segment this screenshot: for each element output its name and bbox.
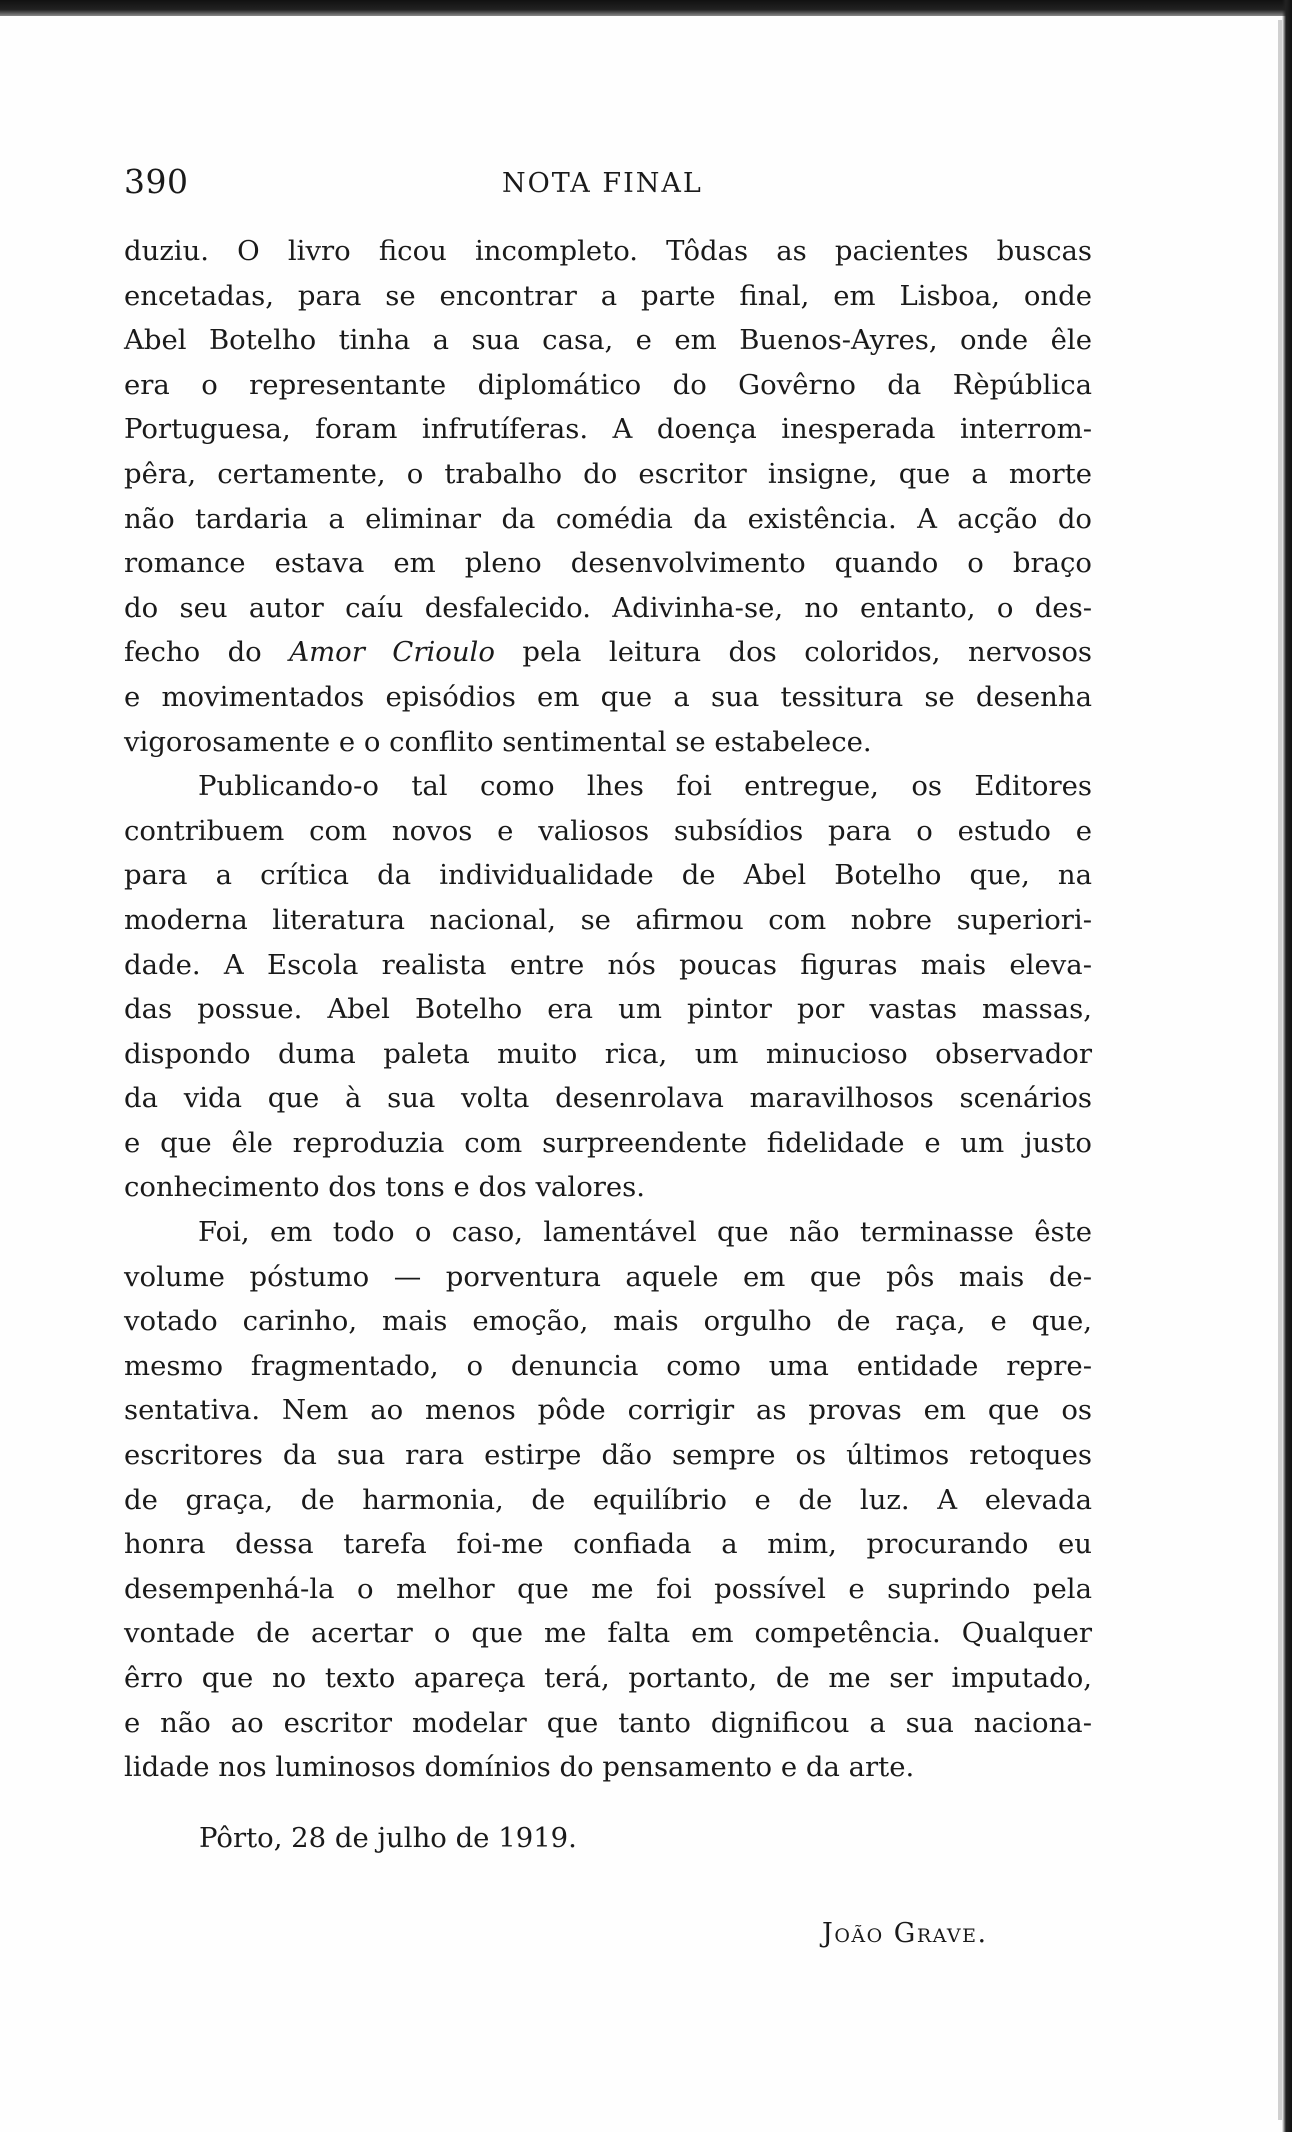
text-line: Abel Botelho tinha a sua casa, e em Buenos-Ayres, onde êle [124, 324, 1092, 357]
line-text: fecho do [124, 636, 290, 669]
text-line: era o representante diplomático do Govêrno da Rèpública [124, 368, 1092, 401]
text-line: para a crítica da individualidade de Abel Botelho que, na [124, 859, 1092, 892]
text-line: pêra, certamente, o trabalho do escritor insigne, que a morte [124, 457, 1092, 490]
paragraph-first-line: Foi, em todo o caso, lamentável que não terminasse êste [198, 1216, 1092, 1249]
text-line: não tardaria a eliminar da comédia da existência. A acção do [124, 502, 1092, 535]
scan-top-edge [0, 0, 1292, 16]
text-line: volume póstumo — porventura aquele em que pôs mais de- [124, 1260, 1092, 1293]
running-head: NOTA FINAL [502, 168, 703, 199]
text-line: dade. A Escola realista entre nós poucas figuras mais eleva- [124, 948, 1092, 981]
text-line: conhecimento dos tons e dos valores. [124, 1171, 646, 1204]
text-line: e que êle reproduzia com surpreendente fidelidade e um justo [124, 1126, 1092, 1159]
body-text [124, 229, 1092, 1790]
scan-right-edge [1282, 0, 1292, 2132]
text-line: dispondo duma paleta muito rica, um minucioso observador [124, 1037, 1092, 1070]
text-line: êrro que no texto apareça terá, portanto, de me ser imputado, [124, 1662, 1092, 1694]
text-line: romance estava em pleno desenvolvimento quando o braço [124, 547, 1092, 580]
text-line: e não ao escritor modelar que tanto dignificou a sua naciona- [124, 1706, 1092, 1739]
text-line: sentativa. Nem ao menos pôde corrigir as provas em que os [124, 1394, 1092, 1427]
text-line: da vida que à sua volta desenrolava maravilhosos scenários [124, 1082, 1092, 1115]
text-line-with-title [124, 630, 1092, 675]
page-number: 390 [124, 162, 189, 201]
text-line: lidade nos luminosos domínios do pensamento e da arte. [124, 1751, 915, 1784]
text-line: moderna literatura nacional, se afirmou com nobre superiori- [124, 903, 1092, 936]
text-line: encetadas, para se encontrar a parte final, em Lisboa, onde [124, 279, 1092, 312]
text-line: vontade de acertar o que me falta em competência. Qualquer [124, 1617, 1092, 1650]
text-line: honra dessa tarefa foi-me confiada a mim, procurando eu [124, 1528, 1092, 1561]
text-line: mesmo fragmentado, o denuncia como uma entidade repre- [124, 1349, 1092, 1382]
text-line: vigorosamente e o conflito sentimental se estabelece. [124, 725, 872, 758]
text-line: desempenhá-la o melhor que me foi possível e suprindo pela [124, 1572, 1092, 1605]
book-title: Amor Crioulo [289, 636, 495, 669]
paragraph-first-line: Publicando-o tal como lhes foi entregue, os Editores [198, 770, 1092, 803]
text-line: contribuem com novos e valiosos subsídios para o estudo e [124, 814, 1092, 847]
page-header [124, 160, 1144, 204]
line-text: pela leitura dos coloridos, nervosos [494, 636, 1092, 669]
text-line: votado carinho, mais emoção, mais orgulho de raça, e que, [124, 1305, 1092, 1338]
text-line: do seu autor caíu desfalecido. Adivinha-se, no entanto, o des- [124, 591, 1092, 624]
dateline: Pôrto, 28 de julho de 1919. [199, 1822, 577, 1854]
author-signature: João Grave. [822, 1918, 988, 1949]
text-line: das possue. Abel Botelho era um pintor por vastas massas, [124, 993, 1092, 1026]
text-line: Portuguesa, foram infrutíferas. A doença inesperada interrom- [124, 413, 1092, 446]
text-line: de graça, de harmonia, de equilíbrio e de luz. A elevada [124, 1483, 1092, 1516]
text-line: e movimentados episódios em que a sua tessitura se desenha [124, 680, 1092, 713]
text-line: duziu. O livro ficou incompleto. Tôdas as pacientes buscas [124, 235, 1092, 267]
text-line: escritores da sua rara estirpe dão sempre os últimos retoques [124, 1439, 1092, 1472]
